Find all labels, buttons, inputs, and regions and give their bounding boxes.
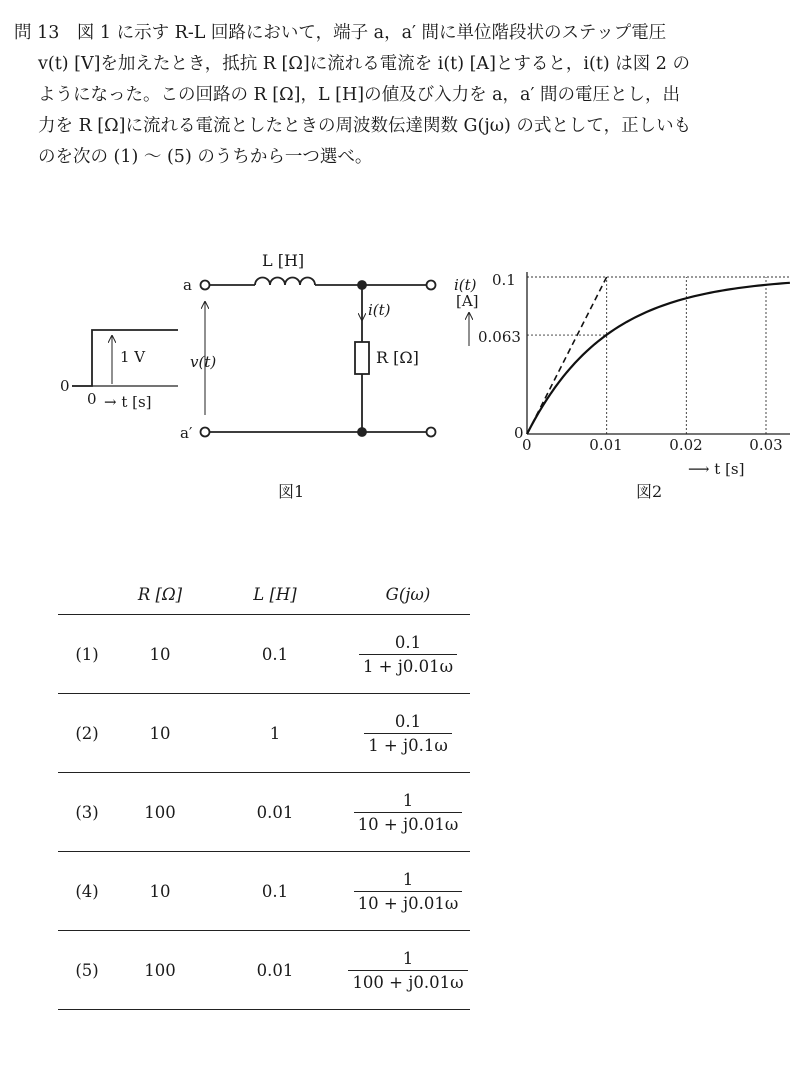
r-value: 100 <box>116 931 204 1010</box>
fraction-denominator: 1 + j0.1ω <box>368 735 448 755</box>
terminal-a <box>201 281 210 290</box>
g-fraction <box>346 852 470 931</box>
response-curve <box>527 283 790 434</box>
inductor-label: L [H] <box>262 251 305 270</box>
table-row[interactable] <box>58 852 470 931</box>
step-zero-left: 0 <box>60 377 70 395</box>
inductor-coil <box>255 278 315 285</box>
question-line: v(t) [V]を加えたとき，抵抗 R [Ω]に流れる電流を i(t) [A]とすると，i(t) は図 2 の <box>38 54 691 74</box>
fraction-numerator: 1 <box>354 791 463 813</box>
terminal-a-prime <box>201 428 210 437</box>
figure1-caption: 図1 <box>278 482 305 501</box>
choice-number: (4) <box>58 852 116 931</box>
question-line: 問 13 図 1 に示す R-L 回路において，端子 a，a′ 間に単位階段状のステップ電圧 <box>14 23 667 43</box>
choice-number: (5) <box>58 931 116 1010</box>
r-value: 10 <box>116 615 204 694</box>
l-value: 0.01 <box>204 931 346 1010</box>
g-fraction <box>346 773 470 852</box>
chart-y-unit: [A] <box>456 292 479 310</box>
chart-origin-label: 0 <box>514 424 524 442</box>
terminal-a-prime-label: a′ <box>180 424 193 442</box>
r-value: 10 <box>116 694 204 773</box>
y-tick-label: 0.063 <box>478 328 521 346</box>
terminal-out-top <box>427 281 436 290</box>
junction-bottom <box>358 428 366 436</box>
current-label: i(t) <box>368 301 391 319</box>
chart-x-label: ⟶ t [s] <box>688 460 745 478</box>
r-value: 100 <box>116 773 204 852</box>
x-tick-label: 0 <box>522 436 532 454</box>
chart-grid <box>527 277 790 434</box>
figure2-caption: 図2 <box>636 482 663 501</box>
terminal-out-bottom <box>427 428 436 437</box>
junction-top <box>358 281 366 289</box>
r-value: 10 <box>116 852 204 931</box>
l-value: 0.01 <box>204 773 346 852</box>
x-tick-label: 0.01 <box>589 436 623 454</box>
fraction-denominator: 1 + j0.01ω <box>362 656 454 676</box>
resistor-label: R [Ω] <box>376 348 419 367</box>
g-fraction <box>346 931 470 1010</box>
fraction-numerator: 0.1 <box>364 712 452 734</box>
table-row[interactable] <box>58 694 470 773</box>
header-cell: R [Ω] <box>116 574 204 615</box>
answer-table <box>58 574 470 1010</box>
step-time-label: → t [s] <box>104 393 152 411</box>
terminal-a-label: a <box>183 276 192 294</box>
l-value: 0.1 <box>204 852 346 931</box>
l-value: 0.1 <box>204 615 346 694</box>
header-cell: G(jω) <box>346 574 470 615</box>
voltage-label: v(t) <box>190 353 217 371</box>
l-value: 1 <box>204 694 346 773</box>
chart-lines <box>527 277 790 434</box>
question-line: のを次の (1) 〜 (5) のうちから一つ選べ。 <box>38 147 373 167</box>
chart-y-label: i(t) <box>454 276 477 294</box>
resistor <box>355 342 369 374</box>
fraction-denominator: 100 + j0.01ω <box>352 972 464 992</box>
response-chart <box>454 271 790 501</box>
fraction-numerator: 1 <box>354 870 463 892</box>
table-row[interactable] <box>58 931 470 1010</box>
choice-number: (2) <box>58 694 116 773</box>
step-amplitude-label: 1 V <box>120 348 146 366</box>
question-line: 力を R [Ω]に流れる電流としたときの周波数伝達関数 G(jω) の式として，正しいも <box>38 116 692 136</box>
fraction-numerator: 0.1 <box>359 633 457 655</box>
y-tick-label: 0.1 <box>492 271 516 289</box>
figures <box>0 0 803 520</box>
question-line: ようになった。この回路の R [Ω]，L [H]の値及び入力を a，a′ 間の電圧とし，出 <box>38 85 681 105</box>
step-zero-bottom: 0 <box>87 390 97 408</box>
fraction-denominator: 10 + j0.01ω <box>357 893 459 913</box>
x-tick-label: 0.03 <box>749 436 783 454</box>
table-row[interactable] <box>58 615 470 694</box>
header-cell: L [H] <box>204 574 346 615</box>
table-header-row <box>58 574 470 615</box>
choice-number: (1) <box>58 615 116 694</box>
step-input-graph <box>60 330 178 411</box>
fraction-denominator: 10 + j0.01ω <box>357 814 459 834</box>
g-fraction <box>346 694 470 773</box>
table-row[interactable] <box>58 773 470 852</box>
x-tick-label: 0.02 <box>669 436 703 454</box>
fraction-numerator: 1 <box>348 949 467 971</box>
g-fraction <box>346 615 470 694</box>
header-cell <box>58 574 116 615</box>
choice-number: (3) <box>58 773 116 852</box>
